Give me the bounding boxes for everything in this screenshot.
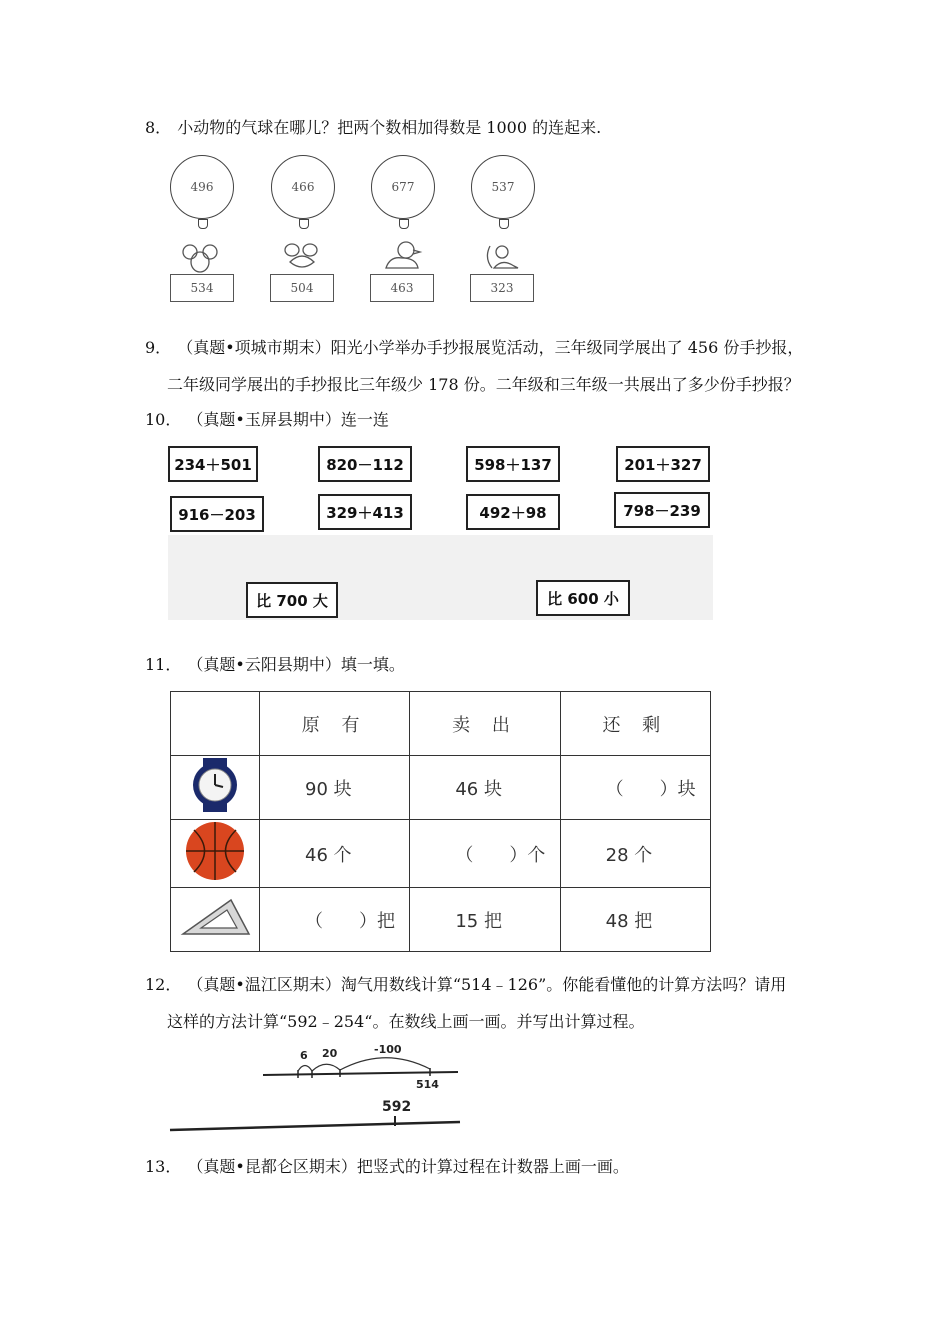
question-number: 10． [145, 410, 182, 429]
target-card-greater-700: 比 700 大 [246, 582, 338, 618]
jump-label: 6 [300, 1049, 308, 1062]
question-9 [145, 338, 803, 358]
question-text: （真题•玉屏县期中）连一连 [187, 410, 389, 429]
balloon-knot-icon [299, 219, 309, 229]
question-text: （真题•昆都仑区期末）把竖式的计算过程在计数器上画一画。 [187, 1157, 629, 1176]
balloon: 496 [170, 155, 234, 219]
question-number: 12． [145, 975, 182, 994]
question-number: 11． [145, 655, 182, 674]
expression-card: 492＋98 [466, 494, 560, 530]
table-cell: 15 把 [410, 888, 560, 952]
animal-number-card: 463 [370, 274, 434, 302]
table-cell: 28 个 [560, 820, 710, 888]
question-11 [145, 655, 405, 675]
number-line-label: 592 [382, 1099, 412, 1115]
number-line-bottom [170, 1122, 460, 1130]
balloon: 466 [271, 155, 335, 219]
jump-label: -100 [374, 1043, 402, 1056]
balloon: 677 [371, 155, 435, 219]
animal-number-card: 504 [270, 274, 334, 302]
jump-label: 20 [322, 1047, 338, 1060]
question-8 [145, 118, 601, 138]
table-corner-cell [171, 692, 260, 756]
table-row [171, 820, 711, 888]
balloon-knot-icon [198, 219, 208, 229]
squirrel-icon [480, 240, 524, 274]
table-header: 卖 出 [410, 692, 560, 756]
mouse-icon [180, 242, 220, 274]
table-cell: 90 块 [260, 756, 410, 820]
question-text: （真题•云阳县期中）填一填。 [187, 655, 405, 674]
table-header-row [171, 692, 711, 756]
question-number: 13． [145, 1157, 182, 1176]
fill-in-table [170, 691, 711, 952]
table-header: 还 剩 [560, 692, 710, 756]
balloon-matching-figure [168, 150, 548, 310]
table-cell-blank: （ ）个 [410, 820, 560, 888]
table-cell: 48 把 [560, 888, 710, 952]
table-row [171, 756, 711, 820]
table-row [171, 888, 711, 952]
duck-icon [380, 240, 424, 274]
table-cell-blank: （ ）块 [560, 756, 710, 820]
expression-card: 201＋327 [616, 446, 710, 482]
balloon-knot-icon [399, 219, 409, 229]
question-text-line-2: 这样的方法计算“592﹣254“。在数线上画一画。并写出计算过程。 [167, 1012, 645, 1031]
question-text-line-2: 二年级同学展出的手抄报比三年级少 178 份。二年级和三年级一共展出了多少份手抄报？ [167, 375, 800, 394]
expression-card: 598＋137 [466, 446, 560, 482]
number-line-label: 514 [416, 1078, 439, 1091]
balloon-knot-icon [499, 219, 509, 229]
table-header: 原 有 [260, 692, 410, 756]
question-text-line-1: （真题•项城市期末）阳光小学举办手抄报展览活动，三年级同学展出了 456 份手抄报， [177, 338, 804, 357]
question-13 [145, 1157, 629, 1177]
expression-card: 329＋413 [318, 494, 412, 530]
table-cell: 46 块 [410, 756, 560, 820]
balloon: 537 [471, 155, 535, 219]
question-text-line-1: （真题•温江区期末）淘气用数线计算“514﹣126”。你能看懂他的计算方法吗？请用 [187, 975, 787, 994]
question-10 [145, 410, 389, 430]
question-number: 8． [145, 118, 172, 137]
number-line-top [263, 1072, 458, 1075]
basketball-icon [184, 820, 246, 882]
animal-number-card: 534 [170, 274, 234, 302]
table-cell-blank: （ ）把 [260, 888, 410, 952]
expression-card: 820－112 [318, 446, 412, 482]
animal-number-card: 323 [470, 274, 534, 302]
question-number: 9． [145, 338, 172, 357]
expression-card: 234＋501 [168, 446, 258, 482]
number-line-figure [168, 1040, 468, 1135]
expression-card: 916－203 [170, 496, 264, 532]
question-12 [145, 975, 786, 995]
question-text: 小动物的气球在哪儿？把两个数相加得数是 1000 的连起来. [177, 118, 602, 137]
watch-icon [186, 756, 244, 814]
set-square-icon [177, 894, 253, 940]
expression-card: 798－239 [614, 492, 710, 528]
rat-icon [280, 240, 324, 274]
table-cell: 46 个 [260, 820, 410, 888]
target-card-less-600: 比 600 小 [536, 580, 630, 616]
